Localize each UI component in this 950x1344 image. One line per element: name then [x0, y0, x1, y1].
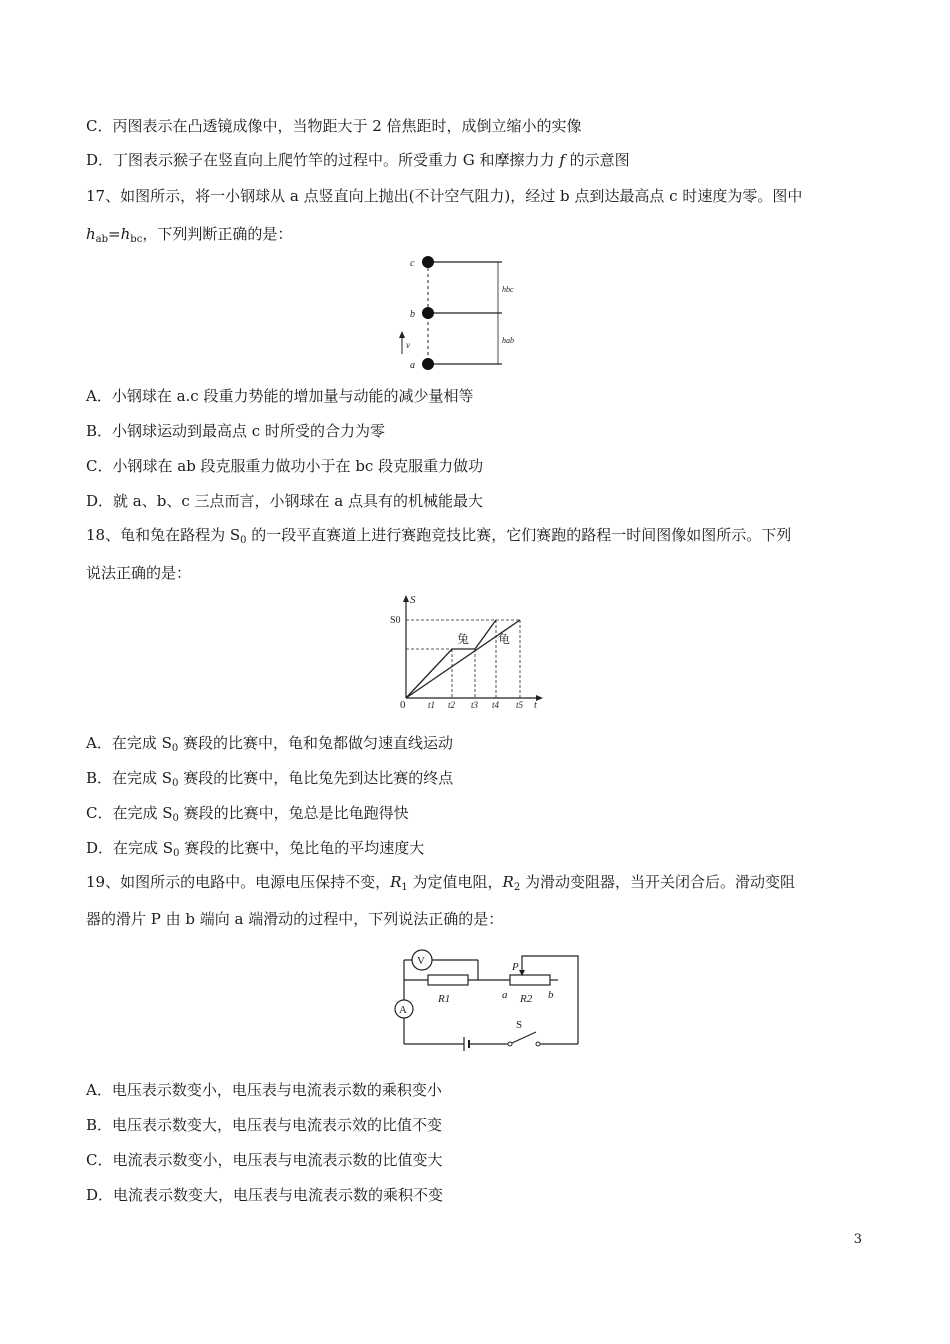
q17-option-d: D．就 a、b、c 三点而言，小钢球在 a 点具有的机械能最大: [86, 492, 483, 510]
q18-stem-pre: 18、龟和兔在路程为 S: [86, 526, 241, 544]
q16-d-text: D．丁图表示猴子在竖直向上爬竹竿的过程中。所受重力 G 和摩擦力力: [86, 151, 560, 169]
q17-velocity-arrowhead: [399, 331, 405, 338]
q18-x-tick-t1: t1: [428, 700, 436, 710]
q18-xlabel: t: [534, 700, 537, 711]
q17-ball-c: [422, 256, 434, 268]
q19-option-b: B．电压表示数变大，电压表与电流表示效的比值不变: [86, 1116, 443, 1134]
q19-circuit: [392, 940, 588, 1052]
q18-ylabel: S: [410, 594, 416, 606]
q18-stem-sub: 0: [240, 535, 247, 546]
q19-stem-line2: 器的滑片 P 由 b 端向 a 端滑动的过程中，下列说法正确的是：: [86, 910, 504, 928]
q16-option-c: C．丙图表示在凸透镜成像中，当物距大于 2 倍焦距时，成倒立缩小的实像: [86, 117, 582, 135]
q17-label-v: v: [406, 340, 410, 350]
q17-figure: [394, 252, 534, 374]
q19-option-d: D．电流表示数变大，电压表与电流表示数的乘积不变: [86, 1186, 444, 1204]
q18-x-tick-t2: t2: [448, 700, 456, 710]
q17-label-a: a: [410, 360, 415, 371]
q18-x-tick-t5: t5: [516, 700, 524, 710]
q18-a-sub: 0: [171, 743, 179, 754]
q18-series-rabbit: [406, 620, 496, 698]
q18-option-c: [86, 803, 409, 823]
q19-stem-b: 为定值电阻，: [407, 873, 503, 891]
q19-stem-a: 19、如图所示的电路中。电源电压保持不变，: [86, 873, 391, 891]
q17-ball-b: [422, 307, 434, 319]
q17-label-b: b: [410, 309, 415, 320]
q19-r1: R: [390, 873, 402, 891]
q17-stem-tail: ，下列判断正确的是：: [142, 225, 293, 243]
q17-stem-line1: 17、如图所示，将一小钢球从 a 点竖直向上抛出(不计空气阻力)，经过 b 点到达最高点 c 时速度为零。图中: [86, 187, 803, 205]
q17-label-c: c: [410, 258, 415, 269]
q17-sub1: ab: [95, 234, 109, 245]
q18-legend-rabbit: 兔: [457, 632, 470, 646]
q19-label-p: P: [512, 961, 519, 973]
q18-y-arrowhead: [403, 595, 409, 602]
q18-b-pre: B．在完成 S: [86, 769, 173, 787]
q19-label-b: b: [548, 989, 554, 1001]
q19-option-c: C．电流表示数变小，电压表与电流表示数的比值变大: [86, 1151, 443, 1169]
page-number: 3: [853, 1232, 862, 1247]
q18-stem-line2: 说法正确的是：: [86, 564, 192, 582]
q18-stem-post: 的一段平直赛道上进行赛跑竞技比赛，它们赛跑的路程一时间图像如图所示。下列: [246, 526, 792, 544]
q17-option-c: C．小钢球在 ab 段克服重力做功小于在 bc 段克服重力做功: [86, 457, 484, 475]
q17-h1: h: [86, 225, 96, 243]
q18-d-post: 赛段的比赛中，兔比龟的平均速度大: [179, 839, 425, 857]
q18-c-pre: C．在完成 S: [86, 804, 173, 822]
q19-r2-sub: 2: [513, 882, 521, 893]
q18-x-tick-t3: t3: [471, 700, 479, 710]
q19-resistor-r1: [428, 975, 468, 985]
q19-label-s: S: [516, 1019, 523, 1031]
q18-legend-tortoise: 龟: [498, 632, 511, 646]
q17-label-hab: hab: [502, 336, 514, 345]
q17-eq: =: [108, 225, 121, 243]
q19-option-a: A．电压表示数变小，电压表与电流表示数的乘积变小: [86, 1081, 442, 1099]
q19-stem-c: 为滑动变阻器，当开关闭合后。滑动变阻: [520, 873, 795, 891]
q19-label-r2: R2: [520, 993, 533, 1005]
q18-a-post: 赛段的比赛中，龟和兔都做匀速直线运动: [178, 734, 454, 752]
q19-switch-blade: [512, 1032, 536, 1043]
q18-option-a: [86, 733, 453, 753]
q18-b-post: 赛段的比赛中，龟比兔先到达比赛的终点: [178, 769, 454, 787]
q18-option-d: [86, 838, 424, 858]
q18-x-arrowhead: [536, 695, 543, 701]
q17-option-b: B．小钢球运动到最高点 c 时所受的合力为零: [86, 422, 385, 440]
q18-a-pre: A．在完成 S: [86, 734, 172, 752]
q17-ball-a: [422, 358, 434, 370]
q19-r1-sub: 1: [401, 882, 408, 893]
q19-label-a: a: [502, 989, 508, 1001]
q17-label-hbc: hbc: [502, 285, 514, 294]
q18-d-sub: 0: [173, 848, 180, 859]
q18-x-tick-t4: t4: [492, 700, 500, 710]
q16-d-tail: 的示意图: [564, 151, 630, 169]
q18-chart: [388, 594, 548, 712]
q19-switch-pivot: [508, 1042, 512, 1046]
q18-b-sub: 0: [172, 778, 179, 789]
q17-sub2: bc: [130, 234, 143, 245]
q18-y-tick-s0: S0: [390, 615, 401, 626]
q19-stem-line1: [86, 872, 795, 892]
q19-r2: R: [502, 873, 514, 891]
q18-c-sub: 0: [172, 813, 179, 824]
q16-option-d: [86, 150, 630, 170]
q18-option-b: [86, 768, 453, 788]
q19-rheostat-r2: [510, 975, 550, 985]
q17-h2: h: [120, 225, 131, 243]
q19-label-r1: R1: [438, 993, 451, 1005]
q18-c-post: 赛段的比赛中，兔总是比龟跑得快: [178, 804, 409, 822]
q18-stem-line1: [86, 525, 791, 545]
q17-stem-line2: [86, 224, 292, 244]
q18-origin: 0: [400, 699, 406, 711]
q17-option-a: A．小钢球在 a.c 段重力势能的增加量与动能的减少量相等: [86, 387, 474, 405]
q19-voltmeter-label: V: [417, 955, 425, 967]
q19-ammeter-label: A: [399, 1004, 407, 1016]
q18-d-pre: D．在完成 S: [86, 839, 174, 857]
q19-switch-contact: [536, 1042, 540, 1046]
q16-d-f: f: [559, 151, 565, 169]
